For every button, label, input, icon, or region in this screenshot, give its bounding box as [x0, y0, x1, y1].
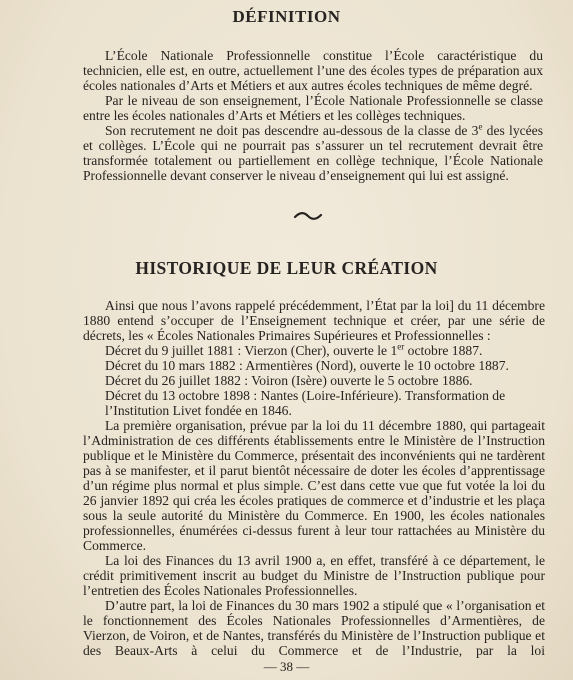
- decree-line: Décret du 13 octobre 1898 : Nantes (Loire-Inférieure). Transformation de l’Institution Livet fondée en 1846.: [105, 388, 506, 418]
- paragraph-text: Son recrutement ne doit pas descendre au-dessous de la classe de 3: [105, 123, 479, 138]
- decree-line: Décret du 26 juillet 1882 : Voiron (Isère) ouverte le 5 octobre 1886.: [105, 373, 473, 388]
- paragraph: La loi des Finances du 13 avril 1900 a, en effet, transféré à ce département, le crédit primitivement inscrit au budget du Ministre de l’Instruction publique pour l’entretien des Écoles Nationales Professionnelles.: [83, 553, 545, 598]
- paragraph: Par le niveau de son enseignement, l’École Nationale Professionnelle se classe entre les écoles nationales d’Arts et Métiers et les collèges techniques.: [83, 93, 543, 123]
- page-number: — 38 —: [263, 659, 310, 674]
- decree-line: Décret du 10 mars 1882 : Armentières (Nord), ouverte le 10 octobre 1887.: [105, 358, 509, 373]
- decree-line: Décret du 9 juillet 1881 : Vierzon (Cher), ouverte le 1er octobre 1887.: [105, 341, 483, 358]
- paragraph: La première organisation, prévue par la loi du 11 décembre 1880, qui partageait l’Administration de ces différents établissements entre le Ministère de l’Instruction publique et le Ministère du Commerce, présentait des inconvénients qui ne tardèrent pas à se manifester, et il parut bientôt nécessaire de doter les écoles d’apprentissage d’un régime plus normal et plus simple. C’est dans cette vue que fut votée la loi du 26 janvier 1892 qui créa les écoles pratiques de commerce et d’industrie et les plaça sous la seule autorité du Ministère du Commerce. En 1900, les écoles nationales professionnelles, énumérées ci-dessus furent à leur tour rattachées au Ministère du Commerce.: [83, 418, 545, 553]
- paragraph: Ainsi que nous l’avons rappelé précédemment, l’État par la loi] du 11 décembre 1880 entend s’occuper de l’Enseignement technique et créer, par une série de décrets, les « Écoles Nationales Primaires Supérieures et Professionnelles :: [83, 298, 545, 343]
- section-title-definition: DÉFINITION: [232, 7, 341, 26]
- superscript: e: [478, 121, 483, 132]
- paragraph-text: des lycées et collèges. L’École qui ne pourrait pas s’assurer un tel recrutement devrait être transformée totalement ou partiellement en collège technique, l’École Nationale Professionnelle devant conserver le niveau d’enseignement qui lui est assigné.: [83, 123, 544, 183]
- history-body: [83, 298, 545, 658]
- paragraph: L’École Nationale Professionnelle constitue l’École caractéristique du technicien, elle est, en outre, actuellement l’une des écoles types de préparation aux écoles nationales d’Arts et Métiers et aux autres écoles techniques de même degré.: [83, 48, 543, 93]
- section-title-historique: HISTORIQUE DE LEUR CRÉATION: [135, 258, 438, 278]
- definition-body: [83, 48, 543, 183]
- paragraph: D’autre part, la loi de Finances du 30 mars 1902 a stipulé que « l’organisation et le fonctionnement des Écoles Nationales Professionnelles d’Armentières, de Vierzon, de Voiron, et de Nantes, transférés du Ministère de l’Instruction publique et des Beaux-Arts à celui du Commerce et de l’Industrie, par la loi: [83, 598, 545, 658]
- paragraph: [83, 123, 543, 183]
- ornament-divider-icon: [293, 211, 323, 221]
